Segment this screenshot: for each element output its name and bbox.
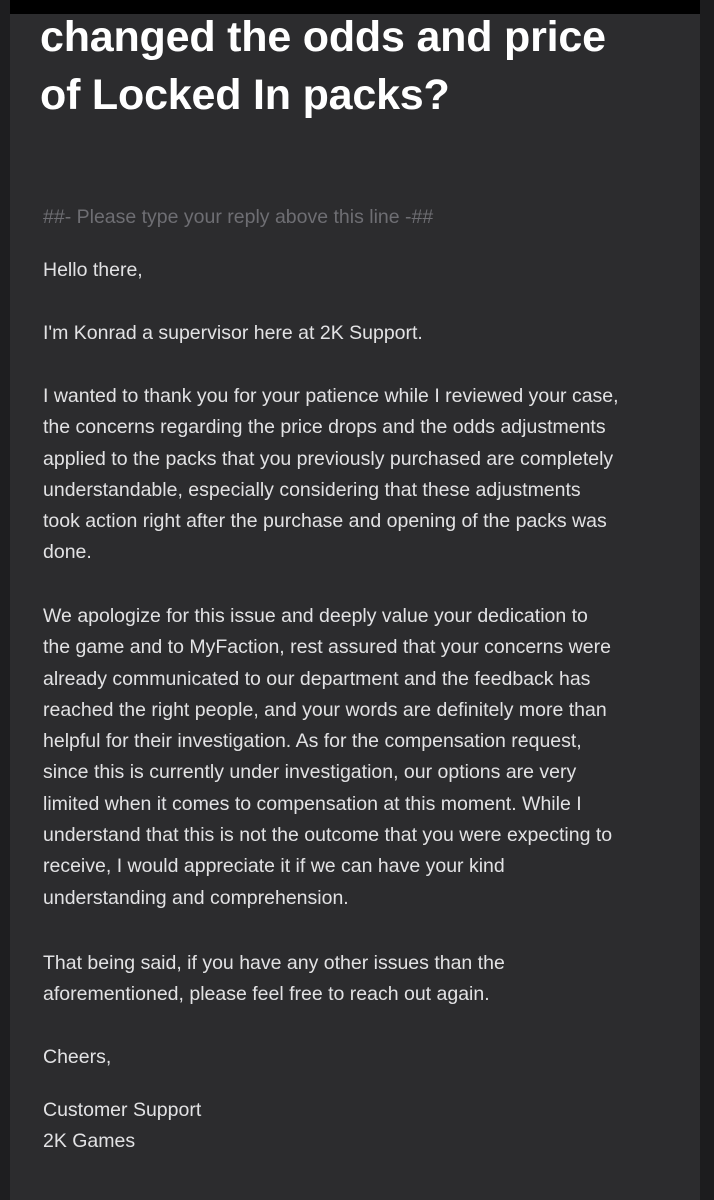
signature-team: Customer Support (43, 1099, 202, 1121)
paragraph-2-line: helpful for their investigation. As for the compensation request, (43, 730, 582, 753)
reply-separator: ##- Please type your reply above this line -## (43, 206, 434, 228)
paragraph-1-line: the concerns regarding the price drops and the odds adjustments (43, 416, 606, 439)
paragraph-3-line: aforementioned, please feel free to reach out again. (43, 983, 490, 1006)
paragraph-2-line: understanding and comprehension. (43, 886, 349, 909)
headline (40, 8, 680, 124)
paragraph-2-line: since this is currently under investigation, our options are very (43, 761, 577, 784)
paragraph-1 (43, 381, 683, 569)
signoff: Cheers, (43, 1046, 112, 1068)
intro-line: I'm Konrad a supervisor here at 2K Support. (43, 322, 423, 344)
paragraph-1-line: applied to the packs that you previously purchased are completely (43, 447, 614, 470)
paragraph-2-line: reached the right people, and your words are definitely more than (43, 698, 607, 721)
signature (43, 1095, 683, 1158)
left-edge (0, 0, 10, 1200)
paragraph-1-line: took action right after the purchase and opening of the packs was (43, 510, 607, 533)
paragraph-2-line: the game and to MyFaction, rest assured that your concerns were (43, 636, 611, 659)
paragraph-3-line: That being said, if you have any other issues than the (43, 952, 505, 974)
right-edge (700, 0, 714, 1200)
headline-line-2: of Locked In packs? (40, 71, 450, 119)
paragraph-1-line: I wanted to thank you for your patience while I reviewed your case, (43, 385, 619, 407)
paragraph-2-line: understand that this is not the outcome that you were expecting to (43, 824, 613, 847)
paragraph-1-line: understandable, especially considering that these adjustments (43, 478, 581, 501)
signature-company: 2K Games (43, 1130, 136, 1153)
paragraph-2 (43, 601, 683, 914)
paragraph-2-line: already communicated to our department and the feedback has (43, 667, 591, 690)
paragraph-2-line: We apologize for this issue and deeply value your dedication to (43, 605, 588, 627)
greeting: Hello there, (43, 259, 143, 281)
paragraph-2-line: receive, I would appreciate it if we can have your kind (43, 855, 505, 878)
paragraph-3 (43, 948, 683, 1011)
paragraph-1-line: done. (43, 541, 92, 564)
headline-line-1: changed the odds and price (40, 13, 606, 61)
paragraph-2-line: limited when it comes to compensation at this moment. While I (43, 792, 582, 815)
